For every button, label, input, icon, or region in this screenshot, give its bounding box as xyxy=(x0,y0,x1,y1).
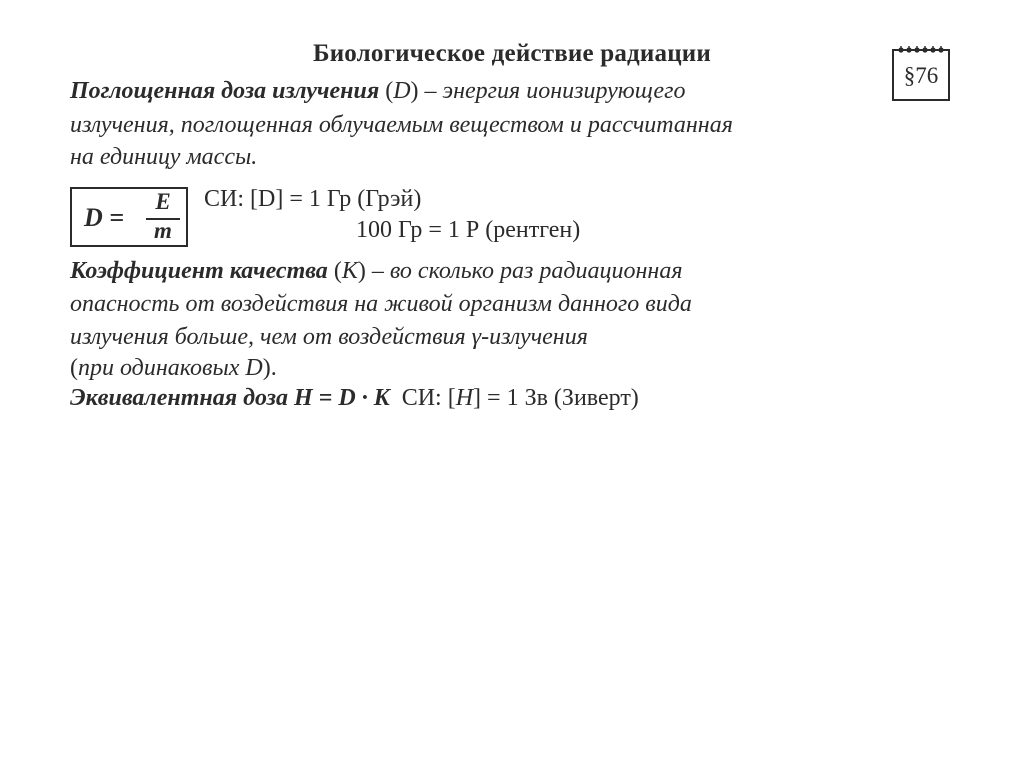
absorbed-dose-definition-1: – энергия ионизирующего xyxy=(418,78,686,104)
section-number: §76 xyxy=(903,63,939,88)
absorbed-dose-line-1 xyxy=(70,78,685,105)
paren-close: ) xyxy=(410,78,419,104)
quality-factor-line-1 xyxy=(70,258,682,285)
paren-close: ). xyxy=(262,355,277,381)
quality-factor-symbol: K xyxy=(341,258,358,284)
paren-open: ( xyxy=(70,355,78,381)
absorbed-dose-term: Поглощенная доза излучения xyxy=(70,78,380,104)
equivalent-dose-line xyxy=(70,385,639,412)
quality-factor-term: Коэффициент качества xyxy=(70,258,328,284)
gray-roentgen-conversion: 100 Гр = 1 Р (рентген) xyxy=(356,217,581,243)
formula-denominator: m xyxy=(154,218,172,243)
absorbed-dose-symbol: D xyxy=(393,78,411,104)
dose-formula-box xyxy=(70,187,188,247)
paren-open: ( xyxy=(327,258,342,284)
equivalent-dose-si-symbol: H xyxy=(455,385,474,411)
quality-factor-line-4 xyxy=(70,355,277,382)
formula-numerator: E xyxy=(155,189,171,214)
equivalent-dose-formula: H = D · K xyxy=(288,385,390,411)
quality-factor-line-3: излучения больше, чем от воздействия γ-излучения xyxy=(70,324,588,350)
paren-open: ( xyxy=(385,78,394,104)
si-unit-dose: СИ: [D] = 1 Гр (Грэй) xyxy=(204,186,422,212)
quality-factor-line-2: опасность от воздействия на живой организм данного вида xyxy=(70,291,692,317)
quality-factor-definition-1: – во сколько раз радиационная xyxy=(365,258,683,284)
equivalent-dose-si-prefix: СИ: [ xyxy=(389,385,456,411)
absorbed-dose-line-2: излучения, поглощенная облучаемым веществом и рассчитанная xyxy=(70,112,733,138)
quality-factor-note: при одинаковых D xyxy=(78,355,263,381)
equivalent-dose-term: Эквивалентная доза xyxy=(70,385,289,411)
formula-lhs: D = xyxy=(84,203,125,232)
paren-close: ) xyxy=(357,258,366,284)
section-badge xyxy=(891,44,951,102)
equivalent-dose-si-suffix: ] = 1 Зв (Зиверт) xyxy=(473,385,639,411)
page-title: Биологическое действие радиации xyxy=(312,40,712,67)
absorbed-dose-line-3: на единицу массы. xyxy=(70,144,258,170)
